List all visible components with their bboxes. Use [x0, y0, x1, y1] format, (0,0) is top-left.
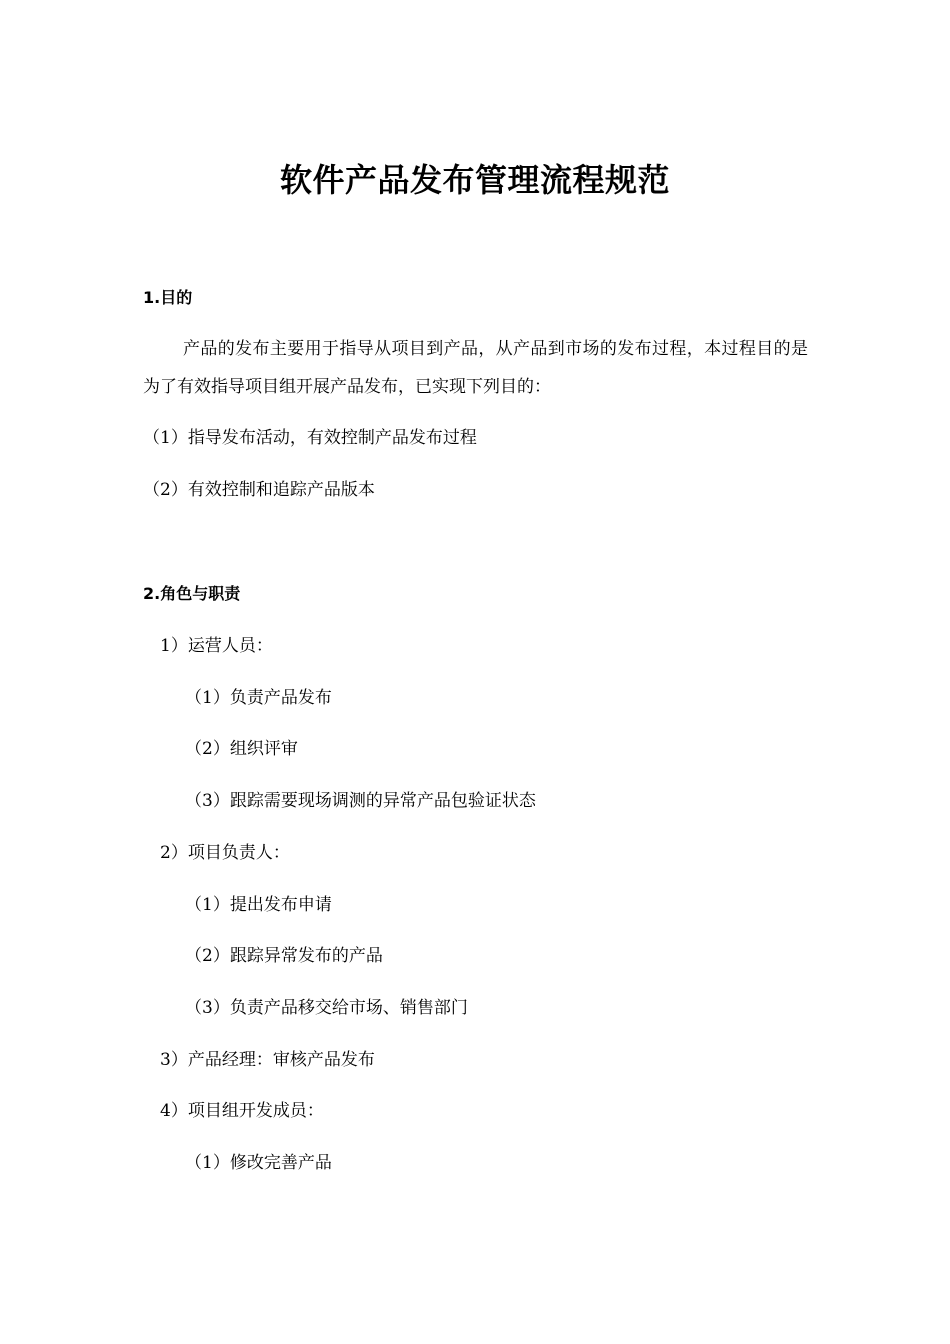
role-1-label: 1）运营人员：	[160, 636, 273, 656]
role-2-duty-2: （2）跟踪异常发布的产品	[185, 946, 383, 966]
role-1-duty-3: （3）跟踪需要现场调测的异常产品包验证状态	[185, 791, 536, 811]
section-1-item-2: （2）有效控制和追踪产品版本	[143, 480, 375, 500]
role-3-label: 3）产品经理：审核产品发布	[160, 1050, 375, 1070]
section-2-heading: 2.角色与职责	[143, 584, 241, 603]
role-2-duty-3: （3）负责产品移交给市场、销售部门	[185, 998, 468, 1018]
role-1-duty-1: （1）负责产品发布	[185, 688, 332, 708]
role-2-duty-1: （1）提出发布申请	[185, 895, 332, 915]
section-1-paragraph: 产品的发布主要用于指导从项目到产品，从产品到市场的发布过程，本过程目的是为了有效指导项目组开展产品发布，已实现下列目的：	[143, 339, 808, 397]
section-1-item-1: （1）指导发布活动，有效控制产品发布过程	[143, 428, 477, 448]
section-1-heading: 1.目的	[143, 288, 193, 307]
document-title: 软件产品发布管理流程规范	[279, 161, 670, 199]
role-4-duty-1: （1）修改完善产品	[185, 1153, 332, 1173]
role-1-duty-2: （2）组织评审	[185, 739, 298, 759]
role-2-label: 2）项目负责人：	[160, 843, 290, 863]
role-4-label: 4）项目组开发成员：	[160, 1101, 324, 1121]
